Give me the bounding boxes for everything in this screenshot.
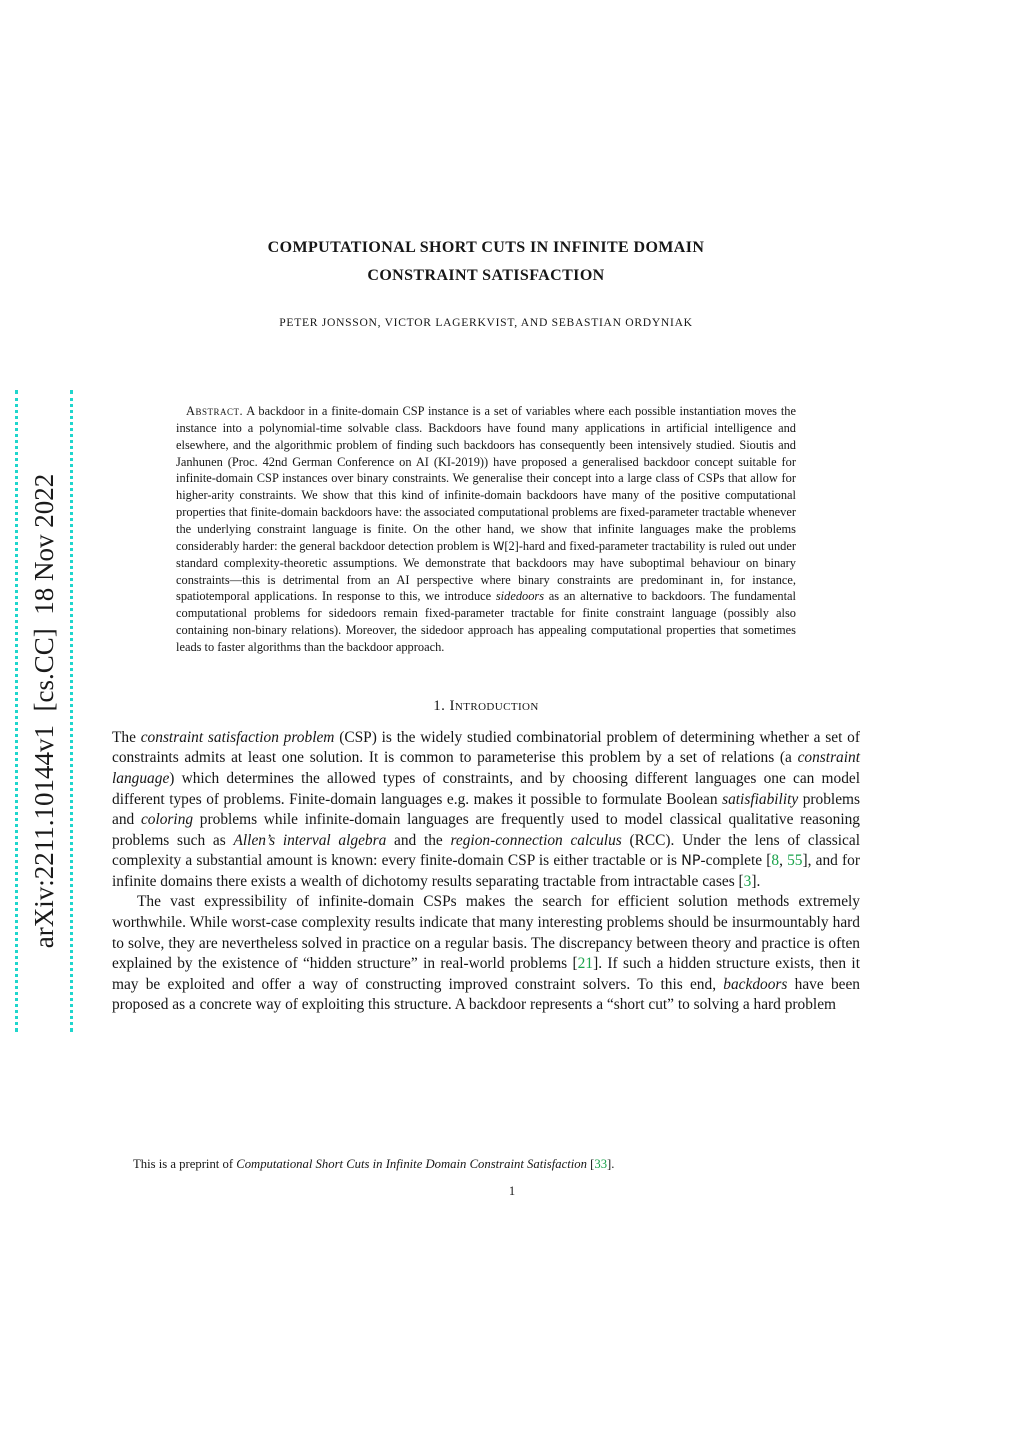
text-segment: The: [112, 728, 141, 746]
arxiv-watermark-text: arXiv:2211.10144v1 [cs.CC] 18 Nov 2022: [28, 473, 59, 949]
text-segment: constraint satisfaction problem: [140, 728, 335, 746]
text-segment: region-connection calculus: [450, 831, 622, 849]
intro-paragraph-1: [112, 728, 860, 893]
citation-link[interactable]: 33: [594, 1157, 608, 1171]
text-segment: coloring: [140, 811, 194, 829]
text-segment: NP: [681, 853, 701, 870]
text-segment: A backdoor in a finite-domain CSP instance is a set of variables where each possible instantiation moves the instance into a polynomial-time solvable class. Backdoors have found many applications in artificial intelligence and elsewhere, and the algorithmic problem of finding such backdoors has consequently been intensively studied. Sioutis and Janhunen (Proc. 42nd German Conference on AI (KI-2019)) have proposed a generalised backdoor concept suitable for infinite-domain CSP instances over binary constraints. We generalise their concept into a large class of CSPs that allow for higher-arity constraints. We show that this kind of infinite-domain backdoors have many of the positive computational properties that finite-domain backdoors have: the associated computational problems are fixed-parameter tractable whenever the underlying constraint language is finite. On the other hand, we show that infinite languages make the problems considerably harder: the general backdoor detection problem is: [176, 404, 796, 553]
paper-content: [112, 0, 860, 1016]
page-number: 1: [508, 1184, 516, 1198]
text-segment: ]. If such a hidden structure exists, then it may be exploited and offer a way of constructing improved constraint solvers. To this end,: [112, 955, 860, 993]
text-segment: sidedoors: [495, 589, 545, 604]
text-segment: have been proposed as a concrete way of exploiting this structure. A backdoor represents a “short cut” to solving a hard problem: [112, 975, 860, 1014]
text-segment: W: [492, 538, 505, 553]
abstract-label: Abstract.: [186, 404, 244, 419]
citation-link[interactable]: 21: [577, 955, 594, 973]
text-segment: ,: [779, 852, 788, 870]
text-segment: (CSP) is the widely studied combinatorial problem of determining whether a set of constraints admits at least one solution. It is common to parameterise this problem by a set of relations (a: [112, 728, 860, 767]
text-segment: -complete [: [700, 852, 772, 870]
arxiv-watermark: [15, 390, 73, 1032]
text-segment: This is a preprint of: [133, 1157, 237, 1171]
text-segment: The vast expressibility of infinite-domain CSPs makes the search for efficient solution methods extremely worthwhile. While worst-case complexity results indicate that many interesting problems should be insurmountably hard to solve, they are nevertheless solved in practice on a regular basis. The discrepancy between theory and practice is often explained by the existence of “hidden structure” in real-world problems [: [112, 893, 860, 973]
paper-title: [112, 234, 860, 289]
text-segment: constraint language: [112, 749, 860, 788]
paper-authors: PETER JONSSON, VICTOR LAGERKVIST, AND SEBASTIAN ORDYNIAK: [279, 316, 693, 330]
text-segment: ) which determines the allowed types of constraints, and by choosing different languages one can model different types of problems. Finite-domain languages e.g. makes it possible to formulate Boolean: [112, 770, 860, 808]
text-segment: ].: [607, 1157, 615, 1171]
text-segment: [2]-hard and fixed-parameter tractability is ruled out under standard complexity-theoretic assumptions. We demonstrate that backdoors may have suboptimal behaviour on binary constraints—this is detrimental from an AI perspective where binary constraints are predominant in, for instance, spatiotemporal applications. In response to this, we introduce: [176, 538, 796, 604]
text-segment: Computational Short Cuts in Infinite Domain Constraint Satisfaction: [236, 1157, 587, 1171]
abstract-block: [176, 403, 796, 656]
text-segment: satisfiability: [722, 790, 799, 808]
citation-link[interactable]: 8: [771, 852, 780, 870]
citation-link[interactable]: 55: [787, 852, 803, 870]
abstract-paragraph: [176, 403, 796, 656]
citation-link[interactable]: 3: [743, 872, 752, 890]
text-segment: ], and for infinite domains there exists a wealth of dichotomy results separating tractable from intractable cases [: [112, 852, 860, 890]
text-segment: (RCC). Under the lens of classical complexity a substantial amount is known: every finite-domain CSP is either tractable or is: [112, 831, 860, 870]
paper-title-line1: COMPUTATIONAL SHORT CUTS IN INFINITE DOMAIN: [267, 239, 705, 256]
preprint-footnote: [112, 1157, 860, 1172]
paper-title-line2: CONSTRAINT SATISFACTION: [367, 266, 605, 284]
text-segment: [: [586, 1157, 595, 1171]
text-segment: as an alternative to backdoors. The fundamental computational problems for sidedoors remain fixed-parameter tractable for finite constraint language (possibly also containing non-binary relations). Moreover, the sidedoor approach has appealing computational properties that sometimes leads to faster algorithms than the backdoor approach.: [176, 589, 796, 655]
abstract-text: [176, 404, 796, 654]
text-segment: backdoors: [723, 975, 788, 993]
text-segment: problems while infinite-domain languages are frequently used to model classical qualitative reasoning problems such as: [112, 811, 860, 849]
text-segment: and the: [386, 831, 451, 849]
section-heading-introduction: 1. Introduction: [433, 697, 539, 714]
text-segment: problems and: [112, 790, 860, 829]
text-segment: ].: [751, 872, 761, 890]
text-segment: Allen’s interval algebra: [233, 831, 387, 849]
intro-paragraph-2: [112, 892, 860, 1015]
